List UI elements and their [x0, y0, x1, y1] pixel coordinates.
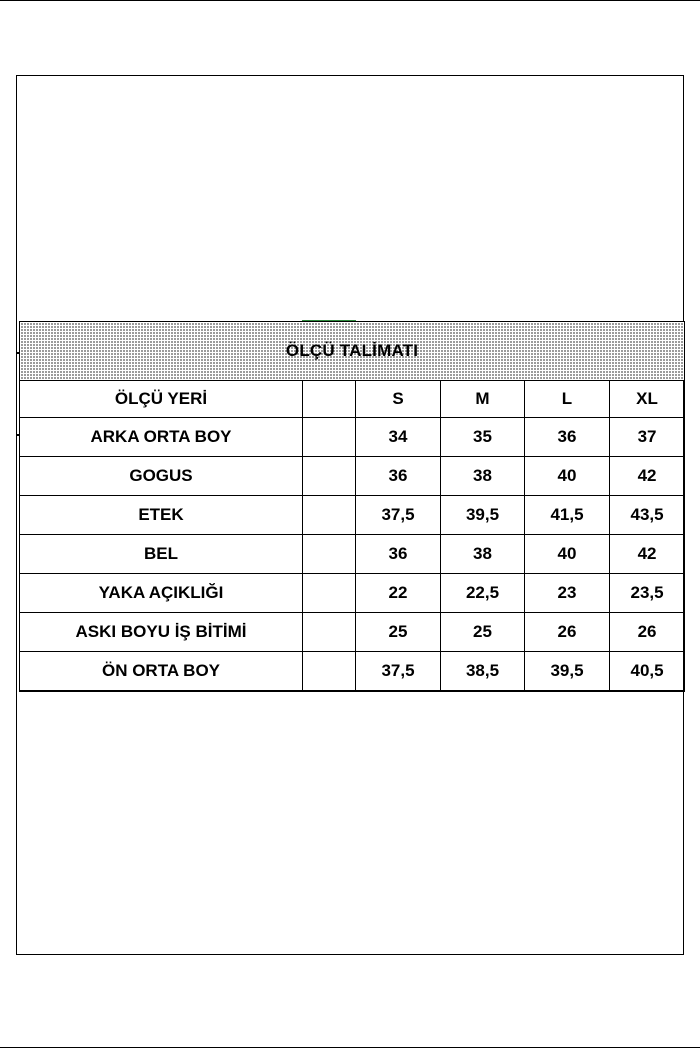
- table-title: ÖLÇÜ TALİMATI: [285, 341, 419, 360]
- table-row: [20, 418, 685, 457]
- page-bottom-rule: [0, 1047, 700, 1048]
- header-measurement-label: ÖLÇÜ YERİ: [20, 381, 303, 418]
- blank-column-cell: [303, 574, 356, 613]
- size-value: 23,5: [610, 574, 685, 613]
- size-value: 22: [356, 574, 441, 613]
- blank-column-cell: [303, 496, 356, 535]
- size-value: 40: [525, 535, 610, 574]
- size-value: 36: [356, 535, 441, 574]
- page-top-rule: [0, 0, 700, 1]
- table-row: [20, 535, 685, 574]
- size-value: 42: [610, 457, 685, 496]
- size-value: 38,5: [441, 652, 525, 692]
- row-label: ASKI BOYU İŞ BİTİMİ: [20, 613, 303, 652]
- header-size-xl: XL: [610, 381, 685, 418]
- table-title-cell: [20, 322, 685, 381]
- size-value: 25: [356, 613, 441, 652]
- blank-column-cell: [303, 613, 356, 652]
- table-title-row: [20, 322, 685, 381]
- size-value: 37: [610, 418, 685, 457]
- row-label: ARKA ORTA BOY: [20, 418, 303, 457]
- size-value: 22,5: [441, 574, 525, 613]
- blank-column-cell: [303, 418, 356, 457]
- header-size-l: L: [525, 381, 610, 418]
- size-value: 35: [441, 418, 525, 457]
- size-value: 41,5: [525, 496, 610, 535]
- size-value: 43,5: [610, 496, 685, 535]
- row-label: YAKA AÇIKLIĞI: [20, 574, 303, 613]
- header-size-m: M: [441, 381, 525, 418]
- size-value: 39,5: [525, 652, 610, 692]
- table-row: [20, 652, 685, 692]
- size-value: 37,5: [356, 496, 441, 535]
- table-row: [20, 496, 685, 535]
- size-value: 34: [356, 418, 441, 457]
- blank-column-cell: [303, 652, 356, 692]
- size-value: 26: [610, 613, 685, 652]
- row-label: ETEK: [20, 496, 303, 535]
- row-label: BEL: [20, 535, 303, 574]
- size-value: 36: [525, 418, 610, 457]
- size-value: 42: [610, 535, 685, 574]
- header-size-s: S: [356, 381, 441, 418]
- size-value: 26: [525, 613, 610, 652]
- blank-column-cell: [303, 535, 356, 574]
- size-value: 38: [441, 457, 525, 496]
- size-value: 40,5: [610, 652, 685, 692]
- table-header-row: [20, 381, 685, 418]
- size-value: 25: [441, 613, 525, 652]
- table-row: [20, 574, 685, 613]
- size-value: 37,5: [356, 652, 441, 692]
- size-value: 39,5: [441, 496, 525, 535]
- table-row: [20, 457, 685, 496]
- size-chart-table: [19, 321, 685, 692]
- size-value: 36: [356, 457, 441, 496]
- table-row: [20, 613, 685, 652]
- blank-column-cell: [303, 381, 356, 418]
- row-label: GOGUS: [20, 457, 303, 496]
- row-label: ÖN ORTA BOY: [20, 652, 303, 692]
- size-value: 38: [441, 535, 525, 574]
- blank-column-cell: [303, 457, 356, 496]
- size-value: 40: [525, 457, 610, 496]
- size-value: 23: [525, 574, 610, 613]
